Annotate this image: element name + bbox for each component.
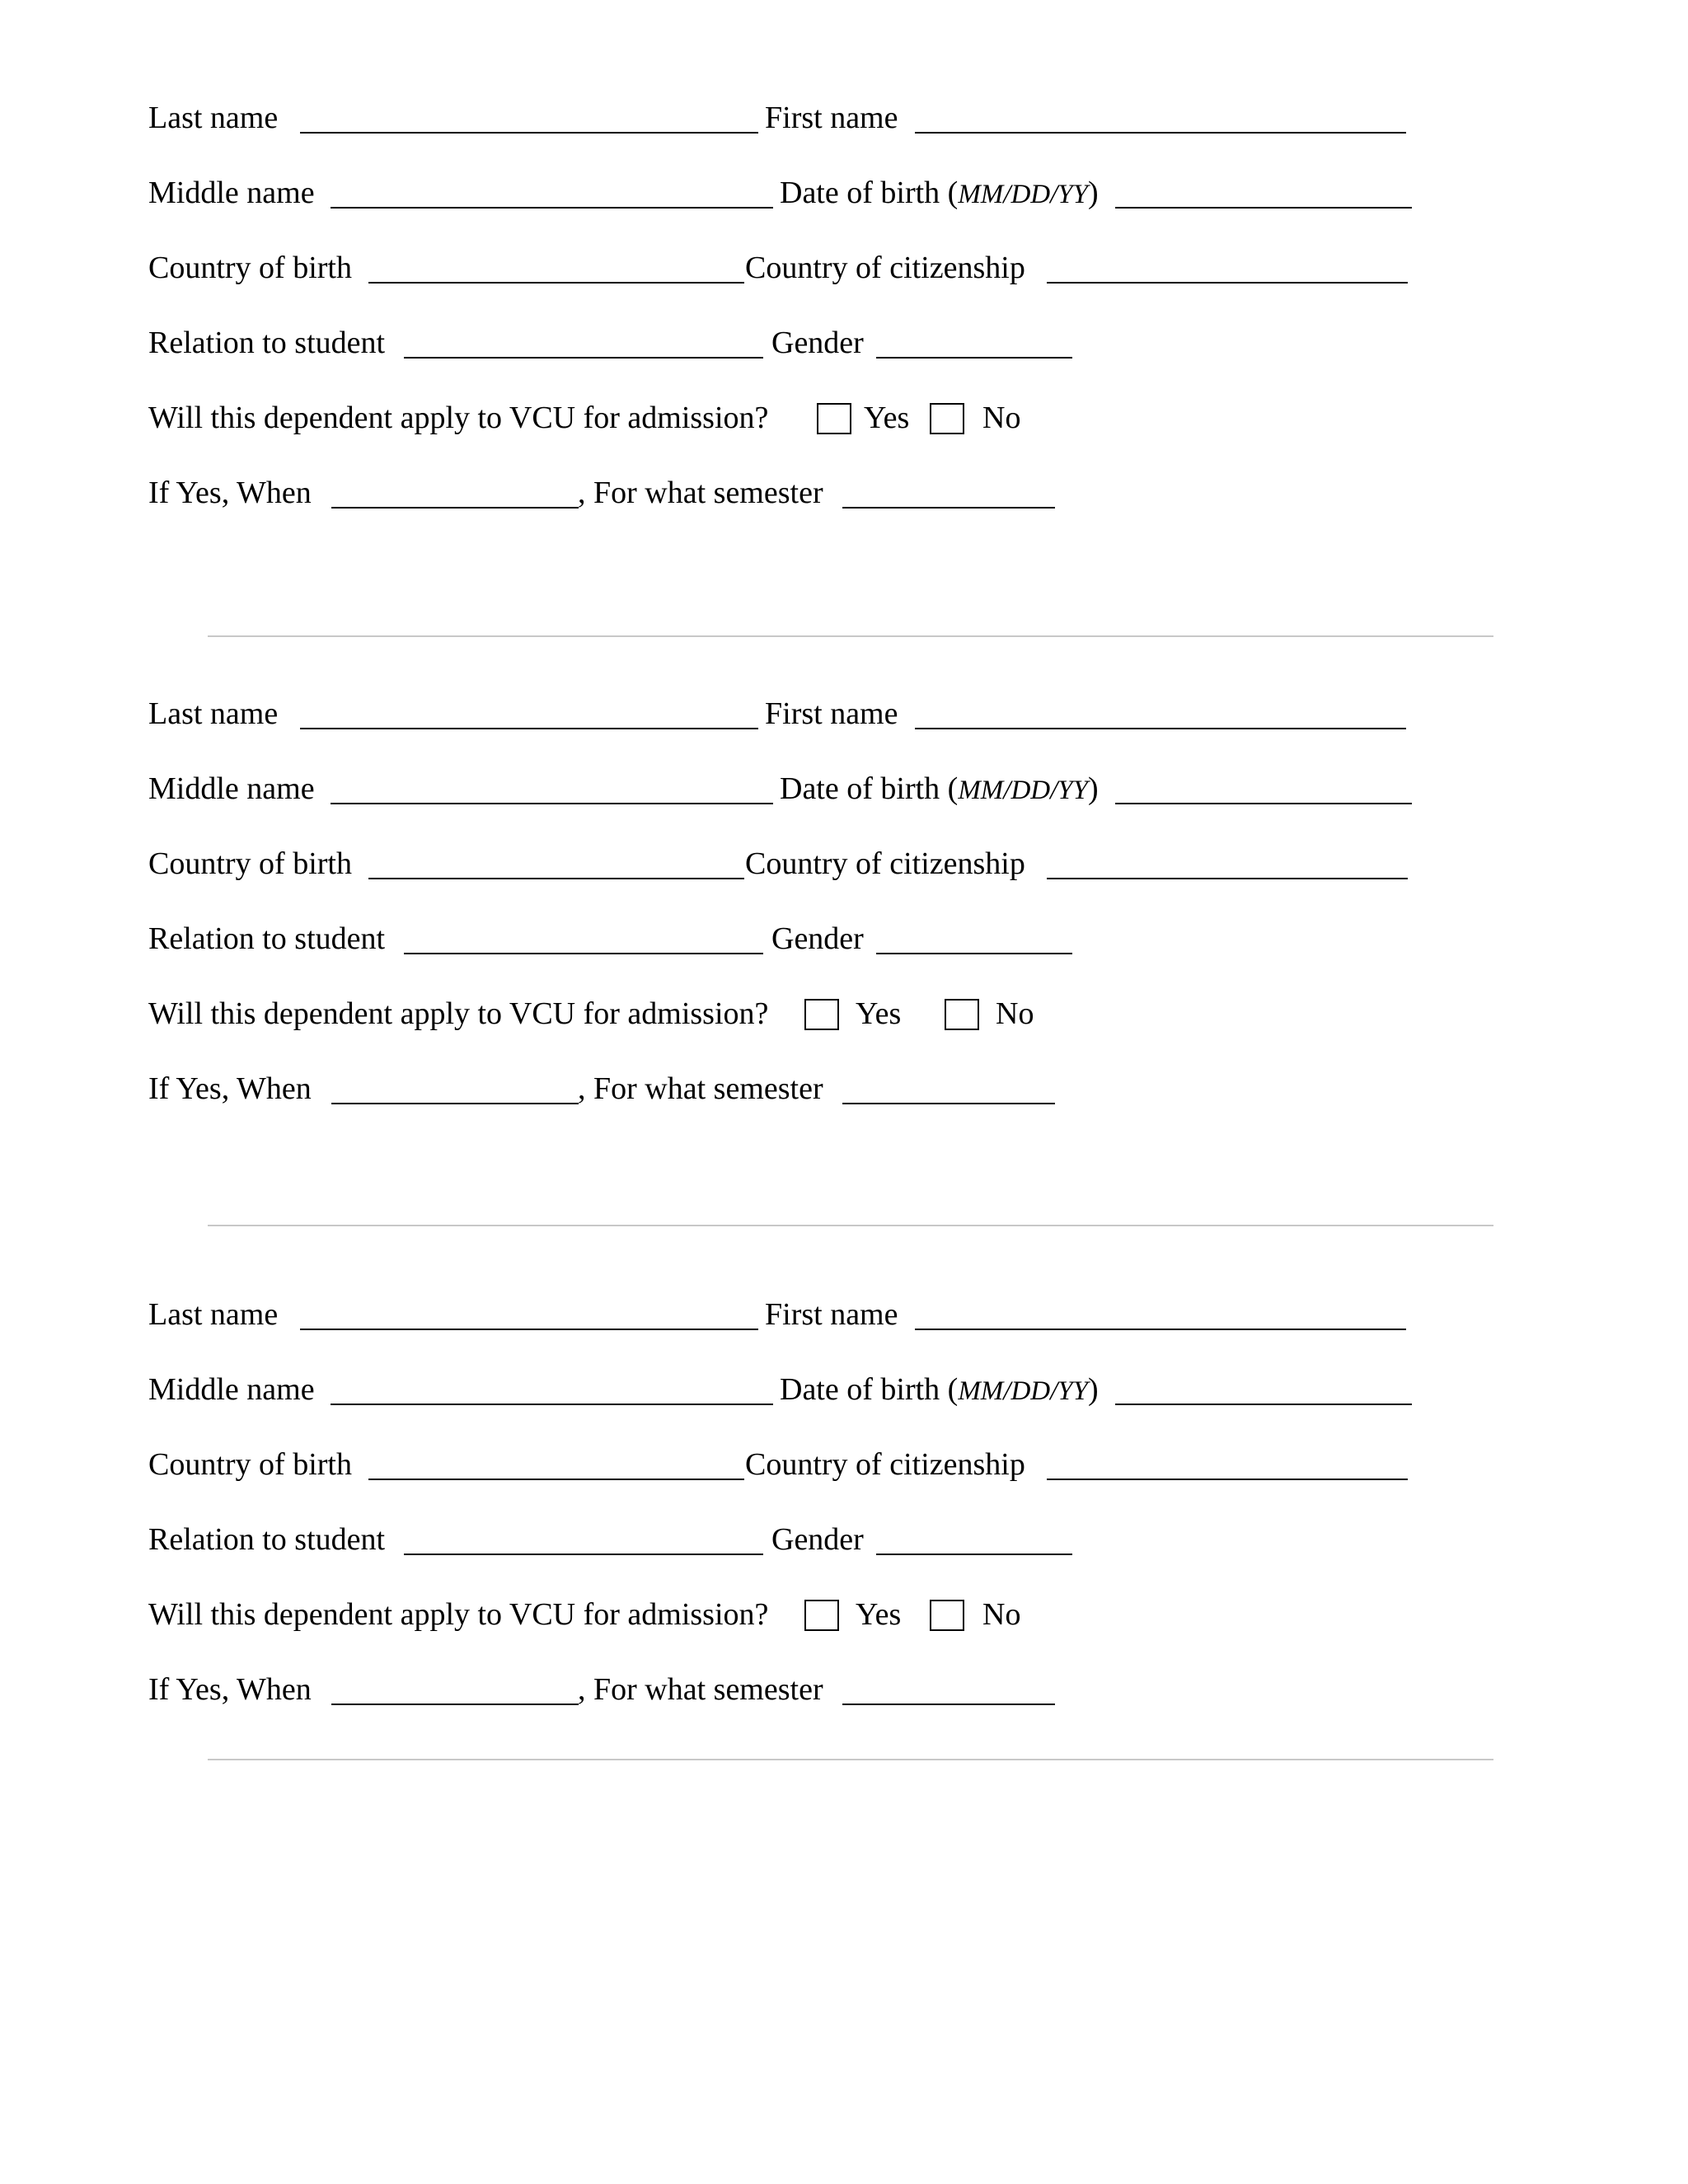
middle-name-label: Middle name (148, 771, 315, 806)
for-what-semester-label: , For what semester (578, 1071, 823, 1106)
relation-gender-row (0, 318, 1688, 368)
country-of-citizenship-label: Country of citizenship (745, 1447, 1025, 1482)
country-of-citizenship-field[interactable] (1047, 1479, 1408, 1480)
when-semester-row (0, 1665, 1688, 1714)
when-semester-row (0, 468, 1688, 518)
relation-gender-row (0, 1515, 1688, 1564)
date-format-hint: MM/DD/YY (958, 776, 1088, 805)
first-name-label: First name (765, 1297, 898, 1332)
middle-dob-row (0, 1365, 1688, 1414)
country-row (0, 1440, 1688, 1489)
apply-question-label: Will this dependent apply to VCU for admission? (148, 1597, 769, 1632)
gender-label: Gender (771, 921, 864, 956)
apply-no-label: No (982, 401, 1021, 435)
semester-field[interactable] (842, 1103, 1055, 1104)
relation-to-student-label: Relation to student (148, 1522, 386, 1557)
country-of-birth-label: Country of birth (148, 846, 352, 881)
last-name-label: Last name (148, 696, 279, 731)
country-of-birth-label: Country of birth (148, 251, 352, 285)
apply-no-label: No (982, 1597, 1021, 1632)
last-name-field[interactable] (300, 132, 758, 134)
relation-to-student-field[interactable] (404, 1554, 763, 1555)
first-name-label: First name (765, 696, 898, 731)
date-of-birth-field[interactable] (1115, 207, 1412, 209)
last-name-field[interactable] (300, 1329, 758, 1330)
apply-no-checkbox[interactable] (945, 999, 979, 1030)
apply-yes-checkbox[interactable] (817, 403, 851, 434)
for-what-semester-label: , For what semester (578, 1672, 823, 1707)
date-of-birth-field[interactable] (1115, 1404, 1412, 1405)
country-of-birth-field[interactable] (368, 282, 744, 284)
middle-dob-row (0, 168, 1688, 218)
relation-to-student-label: Relation to student (148, 326, 386, 360)
relation-to-student-field[interactable] (404, 953, 763, 954)
apply-no-checkbox[interactable] (930, 403, 964, 434)
date-close-paren: ) (1088, 771, 1099, 806)
date-format-hint: MM/DD/YY (958, 1376, 1088, 1406)
last-name-label: Last name (148, 101, 279, 135)
date-of-birth-text: Date of birth ( (780, 1372, 959, 1407)
apply-yes-checkbox[interactable] (804, 999, 839, 1030)
apply-yes-label: Yes (864, 401, 910, 435)
gender-label: Gender (771, 1522, 864, 1557)
first-name-field[interactable] (915, 728, 1406, 729)
date-close-paren: ) (1088, 1372, 1099, 1407)
semester-field[interactable] (842, 507, 1055, 509)
relation-to-student-field[interactable] (404, 357, 763, 359)
middle-name-label: Middle name (148, 1372, 315, 1407)
relation-to-student-label: Relation to student (148, 921, 386, 956)
apply-row (0, 989, 1688, 1038)
first-name-field[interactable] (915, 1329, 1406, 1330)
gender-field[interactable] (876, 1554, 1072, 1555)
semester-field[interactable] (842, 1704, 1055, 1705)
date-of-birth-text: Date of birth ( (780, 771, 959, 806)
country-of-citizenship-field[interactable] (1047, 878, 1408, 879)
middle-name-field[interactable] (331, 803, 773, 804)
middle-name-field[interactable] (331, 1404, 773, 1405)
name-row (0, 1290, 1688, 1339)
gender-field[interactable] (876, 357, 1072, 359)
country-of-birth-label: Country of birth (148, 1447, 352, 1482)
apply-no-label: No (996, 996, 1034, 1031)
date-of-birth-field[interactable] (1115, 803, 1412, 804)
date-format-hint: MM/DD/YY (958, 180, 1088, 209)
if-yes-when-label: If Yes, When (148, 1672, 312, 1707)
apply-row (0, 393, 1688, 443)
middle-name-field[interactable] (331, 207, 773, 209)
for-what-semester-label: , For what semester (578, 476, 823, 510)
country-row (0, 243, 1688, 293)
gender-field[interactable] (876, 953, 1072, 954)
country-of-citizenship-label: Country of citizenship (745, 846, 1025, 881)
date-of-birth-text: Date of birth ( (780, 176, 959, 210)
date-of-birth-label (780, 168, 1099, 219)
apply-row (0, 1590, 1688, 1639)
if-yes-when-label: If Yes, When (148, 476, 312, 510)
apply-no-checkbox[interactable] (930, 1600, 964, 1631)
section-divider-2 (208, 1225, 1493, 1226)
name-row (0, 689, 1688, 738)
name-row (0, 93, 1688, 143)
country-of-citizenship-field[interactable] (1047, 282, 1408, 284)
apply-question-label: Will this dependent apply to VCU for admission? (148, 996, 769, 1031)
when-semester-row (0, 1064, 1688, 1113)
country-row (0, 839, 1688, 888)
when-field[interactable] (331, 507, 579, 509)
gender-label: Gender (771, 326, 864, 360)
date-close-paren: ) (1088, 176, 1099, 210)
last-name-field[interactable] (300, 728, 758, 729)
section-divider-1 (208, 635, 1493, 637)
apply-yes-label: Yes (856, 996, 902, 1031)
relation-gender-row (0, 914, 1688, 963)
if-yes-when-label: If Yes, When (148, 1071, 312, 1106)
middle-dob-row (0, 764, 1688, 813)
date-of-birth-label (780, 764, 1099, 815)
first-name-field[interactable] (915, 132, 1406, 134)
date-of-birth-label (780, 1365, 1099, 1416)
when-field[interactable] (331, 1704, 579, 1705)
when-field[interactable] (331, 1103, 579, 1104)
country-of-citizenship-label: Country of citizenship (745, 251, 1025, 285)
last-name-label: Last name (148, 1297, 279, 1332)
apply-yes-checkbox[interactable] (804, 1600, 839, 1631)
country-of-birth-field[interactable] (368, 1479, 744, 1480)
first-name-label: First name (765, 101, 898, 135)
middle-name-label: Middle name (148, 176, 315, 210)
section-divider-3 (208, 1759, 1493, 1760)
apply-yes-label: Yes (856, 1597, 902, 1632)
country-of-birth-field[interactable] (368, 878, 744, 879)
apply-question-label: Will this dependent apply to VCU for admission? (148, 401, 769, 435)
